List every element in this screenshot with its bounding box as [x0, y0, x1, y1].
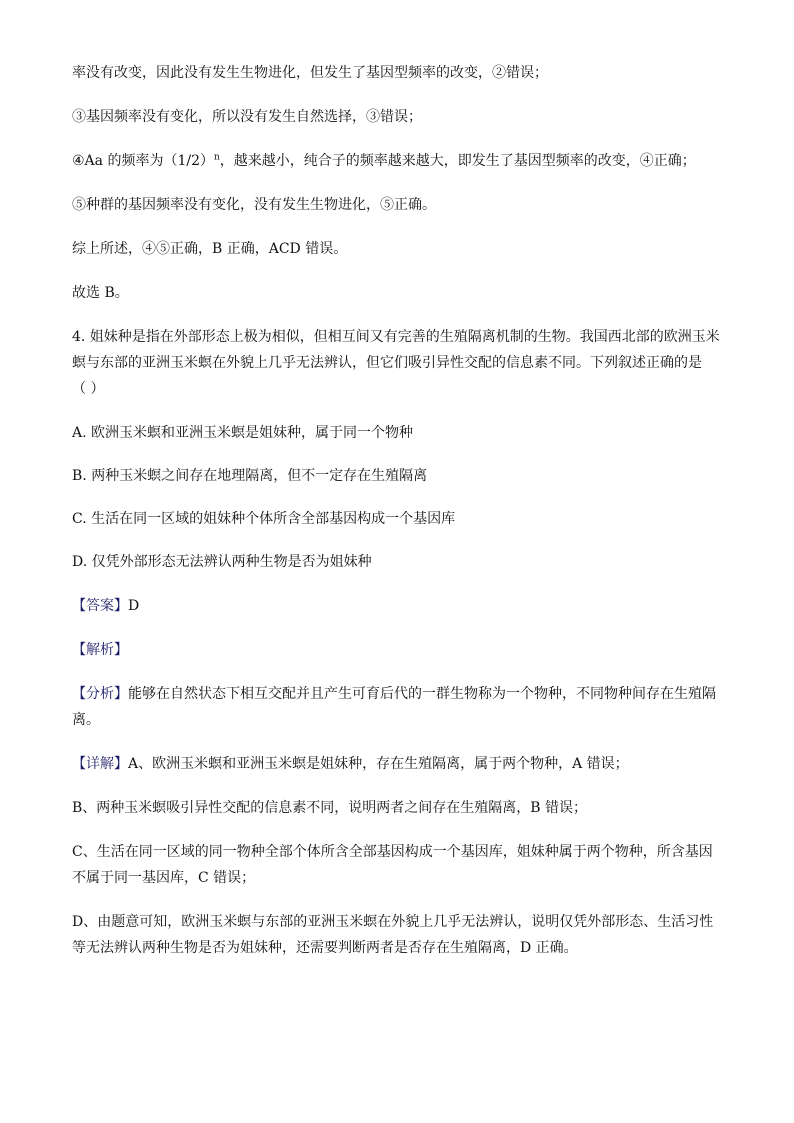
- option-a: A. 欧洲玉米螟和亚洲玉米螟是姐妹种，属于同一个物种: [72, 425, 414, 441]
- fenxi-tag: 【分析】: [72, 686, 128, 702]
- detail-text-a: A、欧洲玉米螟和亚洲玉米螟是姐妹种，存在生殖隔离，属于两个物种，A 错误；: [128, 756, 629, 772]
- text-line-5: 综上所述，④⑤正确，B 正确，ACD 错误。: [72, 241, 348, 257]
- detail-d-block: [72, 911, 722, 959]
- question-4: [72, 326, 722, 400]
- exponent-n: n: [214, 152, 220, 163]
- option-c: C. 生活在同一区域的姐妹种个体所含全部基因构成一个基因库: [72, 511, 456, 527]
- question-stem-line-1: 4. 姐妹种是指在外部形态上极为相似，但相互间又有完善的生殖隔离机制的生物。我国西北部的欧洲玉米: [72, 329, 720, 345]
- document-page: [72, 62, 722, 959]
- answer-value: D: [128, 598, 140, 614]
- text-line-1: 率没有改变，因此没有发生生物进化，但发生了基因型频率的改变，②错误；: [72, 65, 548, 81]
- analysis-tag: 【解析】: [72, 642, 128, 658]
- detail-line-c1: C、生活在同一区域的同一物种全部个体所含全部基因构成一个基因库，姐妹种属于两个物种，所含基因: [72, 844, 713, 860]
- answer-line: [72, 595, 722, 617]
- text-line-3: [72, 150, 722, 172]
- text-line-3-end: ，越来越小，纯合子的频率越来越大，即发生了基因型频率的改变，④正确；: [219, 153, 696, 169]
- detail-line-d1: D、由题意可知，欧洲玉米螟与东部的亚洲玉米螟在外貌上几乎无法辨认，说明仅凭外部形态、生活习性: [72, 914, 714, 930]
- detail-c-block: [72, 841, 722, 889]
- text-line-2: ③基因频率没有变化，所以没有发生自然选择，③错误；: [72, 109, 422, 125]
- fenxi-text-1: 能够在自然状态下相互交配并且产生可育后代的一群生物称为一个物种，不同物种间存在生殖隔: [128, 686, 716, 702]
- question-blank: （ ）: [72, 381, 105, 397]
- fenxi-line-2: 离。: [72, 712, 100, 728]
- analysis-heading: [72, 639, 722, 661]
- detail-line-c2: 不属于同一基因库，C 错误；: [72, 870, 256, 886]
- option-d: D. 仅凭外部形态无法辨认两种生物是否为姐妹种: [72, 554, 372, 570]
- question-stem-line-2: 螟与东部的亚洲玉米螟在外貌上几乎无法辨认，但它们吸引异性交配的信息素不同。下列叙述正确的是: [72, 355, 702, 371]
- detail-line-a: [72, 753, 722, 775]
- option-b: B. 两种玉米螟之间存在地理隔离，但不一定存在生殖隔离: [72, 468, 428, 484]
- detail-line-b: B、两种玉米螟吸引异性交配的信息素不同，说明两者之间存在生殖隔离，B 错误；: [72, 800, 588, 816]
- detail-line-d2: 等无法辨认两种生物是否为姐妹种，还需要判断两者是否存在生殖隔离，D 正确。: [72, 940, 578, 956]
- text-line-6: 故选 B。: [72, 285, 129, 301]
- text-line-4: ⑤种群的基因频率没有变化，没有发生生物进化，⑤正确。: [72, 197, 436, 213]
- fenxi-line-1: [72, 683, 722, 705]
- fenxi-block: [72, 683, 722, 731]
- detail-tag: 【详解】: [72, 756, 128, 772]
- text-line-3-start: ④Aa 的频率为（1/2）: [72, 153, 214, 169]
- answer-tag: 【答案】: [72, 598, 128, 614]
